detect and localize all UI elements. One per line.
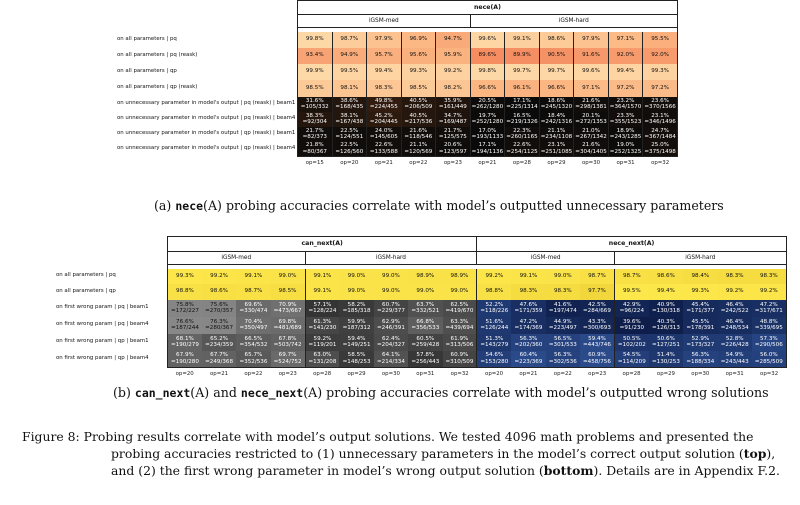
top-cell: 98.2%	[436, 80, 471, 97]
top-cell: 89.6%	[470, 48, 505, 64]
bottom-cell: 52.8% =226/428	[718, 334, 752, 351]
bottom-cell: 56.0% =285/509	[752, 351, 786, 368]
top-cell: 97.2%	[643, 80, 678, 97]
top-op-label: op=15	[305, 159, 324, 166]
bottom-cell: 68.1% =190/279	[168, 334, 202, 351]
top-cell: 38.3% =92/304	[298, 112, 333, 127]
nece-accuracy-table	[297, 0, 678, 169]
bottom-row-label: on all parameters | qp	[56, 287, 116, 294]
bottom-cell: 98.9%	[408, 269, 442, 284]
top-cell: 38.6% =168/435	[332, 97, 367, 112]
bottom-cell: 63.0% =131/208	[305, 351, 339, 368]
bottom-cell: 98.7%	[614, 269, 648, 284]
bottom-group-header: iGSM-med	[477, 252, 615, 265]
bottom-cell: 58.5% =148/253	[339, 351, 373, 368]
top-row-label: on unnecessary parameter in model's output | pq (reask) | beam4	[117, 115, 296, 121]
bottom-group-header: iGSM-med	[168, 252, 306, 265]
bottom-cell: 60.5% =259/428	[408, 334, 442, 351]
bottom-cell: 51.3% =143/279	[477, 334, 511, 351]
bottom-cell: 59.2% =119/201	[305, 334, 339, 351]
top-cell: 99.4%	[367, 64, 402, 80]
top-cell: 23.1% =346/1496	[644, 112, 676, 125]
bottom-cell: 99.0%	[374, 284, 408, 300]
top-cell: 95.7%	[367, 48, 402, 64]
bottom-op-label: op=31	[416, 370, 435, 377]
top-cell: 22.3% =260/1165	[506, 127, 538, 140]
top-cell: 99.6%	[470, 32, 505, 48]
top-group-header: iGSM-med	[298, 15, 471, 28]
top-cell: 22.6% =254/1125	[506, 142, 538, 155]
top-cell: 21.6% =118/546	[401, 127, 436, 142]
bottom-group-header: iGSM-hard	[614, 252, 786, 265]
bottom-cell: 76.3% =280/367	[202, 317, 236, 334]
top-op-label: op=30	[581, 159, 601, 166]
bottom-cell: 46.4% =242/522	[718, 300, 752, 317]
top-cell: 17.1% =194/1136	[471, 142, 504, 155]
figure-caption-bold-top: top	[743, 446, 767, 461]
bottom-cell: 40.3% =126/313	[649, 317, 683, 334]
bottom-cell: 51.6% =126/244	[477, 317, 511, 334]
top-cell: 38.1% =167/438	[332, 112, 367, 127]
bottom-cell: 47.2% =174/369	[511, 317, 545, 334]
caption-b-code1: can_next	[134, 386, 191, 400]
top-group-header: iGSM-hard	[470, 15, 677, 28]
bottom-cell: 75.8% =172/227	[168, 300, 202, 317]
top-row-label: on all parameters | pq	[117, 35, 177, 42]
nece-next-title: nece_next(A)	[477, 237, 786, 252]
top-cell: 99.8%	[470, 64, 505, 80]
bottom-op-label: op=22	[553, 370, 572, 377]
bottom-cell: 62.9% =246/391	[374, 317, 408, 334]
bottom-cell: 45.5% =178/391	[683, 317, 717, 334]
top-cell: 23.3% =355/1523	[609, 112, 642, 125]
bottom-row-label: on first wrong param | pq | beam4	[56, 321, 149, 327]
bottom-cell: 65.2% =234/359	[202, 334, 236, 351]
top-cell: 23.1% =251/1085	[540, 142, 573, 155]
caption-b-mid: (A) and	[190, 385, 241, 400]
caption-b-prefix: (b)	[113, 385, 135, 400]
bottom-cell: 63.7% =332/521	[408, 300, 442, 317]
top-op-label: op=23	[443, 159, 462, 166]
top-cell: 99.7%	[539, 64, 574, 80]
bottom-op-label: op=22	[244, 370, 263, 377]
bottom-cell: 67.9% =190/280	[168, 351, 202, 368]
bottom-cell: 69.6% =330/474	[236, 300, 270, 317]
next-accuracy-table	[167, 236, 787, 380]
bottom-cell: 44.9% =223/497	[546, 317, 580, 334]
top-cell: 22.5% =124/551	[332, 127, 367, 142]
top-cell: 17.1% =225/1314	[506, 97, 538, 110]
top-cell: 23.6% =370/1566	[644, 97, 676, 110]
bottom-cell: 98.7%	[236, 284, 270, 300]
top-cell: 95.9%	[436, 48, 471, 64]
top-cell: 98.1%	[332, 80, 367, 97]
bottom-cell: 46.4% =248/534	[718, 317, 752, 334]
bottom-cell: 54.9% =243/443	[718, 351, 752, 368]
bottom-cell: 98.3%	[546, 284, 580, 300]
bottom-cell: 99.3%	[683, 284, 717, 300]
bottom-cell: 57.3% =290/506	[752, 334, 786, 351]
bottom-cell: 48.8% =339/695	[752, 317, 786, 334]
bottom-cell: 47.6% =171/359	[511, 300, 545, 317]
top-cell: 21.7% =125/575	[436, 127, 471, 142]
bottom-cell: 52.2% =118/226	[477, 300, 511, 317]
top-cell: 97.9%	[574, 32, 609, 48]
bottom-cell: 98.5%	[271, 284, 305, 300]
bottom-op-label: op=29	[656, 370, 675, 377]
top-cell: 25.0% =375/1498	[644, 142, 676, 155]
top-cell: 99.8%	[298, 32, 333, 48]
bottom-cell: 99.0%	[339, 269, 373, 284]
caption-a-prefix: (a)	[154, 198, 176, 213]
top-cell: 16.5% =219/1326	[506, 112, 538, 125]
bottom-cell: 99.5%	[614, 284, 648, 300]
top-cell: 96.9%	[401, 32, 436, 48]
bottom-cell: 65.7% =352/536	[236, 351, 270, 368]
top-op-label: op=20	[340, 159, 359, 166]
bottom-cell: 61.9% =313/506	[443, 334, 477, 351]
top-cell: 99.6%	[574, 64, 609, 80]
bottom-cell: 98.8%	[477, 284, 511, 300]
bottom-cell: 56.5% =301/533	[546, 334, 580, 351]
top-cell: 19.7% =252/1280	[471, 112, 504, 125]
bottom-cell: 69.7% =524/752	[271, 351, 305, 368]
bottom-cell: 60.4% =223/369	[511, 351, 545, 368]
caption-b	[113, 385, 769, 400]
top-op-label: op=21	[478, 159, 497, 166]
top-row-label: on all parameters | qp	[117, 67, 177, 74]
bottom-cell: 99.2%	[718, 284, 752, 300]
figure-caption-line1: Figure 8: Probing results correlate with model’s output solutions. We tested 4096 math problems and presented the	[22, 429, 754, 444]
top-cell: 21.1% =234/1108	[540, 127, 573, 140]
top-cell: 92.0%	[643, 48, 678, 64]
top-cell: 23.2% =364/1570	[609, 97, 642, 110]
bottom-cell: 51.4% =130/253	[649, 351, 683, 368]
bottom-cell: 41.6% =197/474	[546, 300, 580, 317]
bottom-cell: 40.9% =130/318	[649, 300, 683, 317]
bottom-cell: 75.6% =270/357	[202, 300, 236, 317]
bottom-cell: 99.0%	[546, 269, 580, 284]
top-cell: 19.0% =252/1325	[609, 142, 642, 155]
top-cell: 18.9% =243/1285	[609, 127, 642, 140]
top-row-label: on all parameters | pq (reask)	[117, 51, 198, 58]
bottom-cell: 54.5% =114/209	[614, 351, 648, 368]
bottom-op-label: op=20	[175, 370, 194, 377]
bottom-op-label: op=28	[313, 370, 332, 377]
top-row-label: on unnecessary parameter in model's output | qp (reask) | beam1	[117, 130, 296, 136]
bottom-cell: 56.3% =202/360	[511, 334, 545, 351]
bottom-op-label: op=21	[519, 370, 538, 377]
bottom-cell: 64.1% =214/334	[374, 351, 408, 368]
top-cell: 99.3%	[401, 64, 436, 80]
top-row-label: on all parameters | qp (reask)	[117, 84, 198, 90]
top-cell: 21.8% =80/367	[298, 142, 333, 157]
bottom-cell: 59.4% =443/746	[580, 334, 614, 351]
top-op-label: op=32	[651, 159, 670, 166]
bottom-cell: 99.2%	[202, 269, 236, 284]
top-cell: 93.4%	[298, 48, 333, 64]
bottom-cell: 60.9% =310/509	[443, 351, 477, 368]
figure-caption	[22, 428, 780, 479]
top-cell: 24.7% =367/1484	[644, 127, 676, 140]
bottom-op-label: op=29	[347, 370, 366, 377]
top-cell: 90.5%	[539, 48, 574, 64]
bottom-row-label: on first wrong param | qp | beam4	[56, 355, 149, 361]
top-cell: 96.1%	[505, 80, 540, 97]
top-cell: 40.5% =217/536	[401, 112, 436, 127]
bottom-cell: 99.1%	[511, 269, 545, 284]
top-cell: 91.6%	[574, 48, 609, 64]
bottom-op-label: op=21	[210, 370, 229, 377]
top-cell: 45.2% =204/445	[367, 112, 402, 127]
top-cell: 21.6% =304/1405	[575, 142, 607, 155]
bottom-cell: 58.2% =185/318	[339, 300, 373, 317]
bottom-cell: 99.1%	[236, 269, 270, 284]
top-cell: 97.9%	[367, 32, 402, 48]
top-op-label: op=21	[374, 159, 393, 166]
figure-caption-bold-bottom: bottom	[543, 463, 594, 478]
bottom-cell: 63.3% =439/694	[443, 317, 477, 334]
top-cell: 99.5%	[332, 64, 367, 80]
top-cell: 95.6%	[401, 48, 436, 64]
top-row-label: on unnecessary parameter in model's output | pq (reask) | beam1	[117, 100, 296, 106]
bottom-cell: 70.9% =473/667	[271, 300, 305, 317]
top-cell: 18.6% =245/1320	[540, 97, 573, 110]
bottom-cell: 39.6% =91/230	[614, 317, 648, 334]
bottom-cell: 47.2% =317/671	[752, 300, 786, 317]
top-cell: 97.2%	[608, 80, 643, 97]
bottom-row-label: on first wrong param | qp | beam1	[56, 338, 149, 344]
bottom-cell: 98.3%	[511, 284, 545, 300]
bottom-cell: 59.9% =187/312	[339, 317, 373, 334]
top-cell: 99.7%	[505, 64, 540, 80]
top-cell: 98.5%	[298, 80, 333, 97]
top-op-label: op=22	[409, 159, 428, 166]
bottom-op-label: op=20	[485, 370, 504, 377]
bottom-cell: 76.6% =187/244	[168, 317, 202, 334]
caption-b-text: (A) probing accuracies correlate with model’s outputted wrong solutions	[303, 385, 769, 400]
bottom-cell: 66.5% =354/532	[236, 334, 270, 351]
top-cell: 22.5% =126/560	[332, 142, 367, 157]
figure-caption-line2	[22, 445, 780, 462]
bottom-cell: 56.3% =302/536	[546, 351, 580, 368]
bottom-cell: 99.1%	[305, 284, 339, 300]
bottom-cell: 99.0%	[339, 284, 373, 300]
top-op-label: op=31	[616, 159, 635, 166]
top-cell: 98.7%	[332, 32, 367, 48]
bottom-cell: 98.6%	[649, 269, 683, 284]
bottom-cell: 99.2%	[752, 284, 786, 300]
top-row-label: on unnecessary parameter in model's output | qp (reask) | beam4	[117, 145, 296, 151]
top-cell: 22.6% =133/588	[367, 142, 402, 157]
bottom-cell: 97.7%	[580, 284, 614, 300]
bottom-cell: 98.7%	[580, 269, 614, 284]
bottom-cell: 57.1% =128/224	[305, 300, 339, 317]
figure-caption-line2-post: ),	[766, 446, 776, 461]
top-cell: 96.6%	[539, 80, 574, 97]
bottom-op-label: op=23	[588, 370, 607, 377]
top-op-label: op=29	[547, 159, 566, 166]
bottom-cell: 54.6% =153/280	[477, 351, 511, 368]
bottom-cell: 99.3%	[168, 269, 202, 284]
bottom-cell: 52.9% =173/327	[683, 334, 717, 351]
top-cell: 49.8% =224/455	[367, 97, 402, 112]
bottom-row-label: on first wrong param | pq | beam1	[56, 304, 149, 310]
bottom-cell: 69.8% =481/689	[271, 317, 305, 334]
bottom-cell: 98.8%	[168, 284, 202, 300]
bottom-cell: 99.2%	[477, 269, 511, 284]
bottom-cell: 56.3% =188/334	[683, 351, 717, 368]
bottom-cell: 57.8% =256/443	[408, 351, 442, 368]
figure-caption-line3-post: ). Details are in Appendix F.2.	[593, 463, 780, 478]
caption-a	[154, 198, 724, 213]
top-cell: 98.5%	[401, 80, 436, 97]
caption-a-code: nece	[175, 199, 204, 213]
top-op-label: op=28	[512, 159, 531, 166]
bottom-cell: 60.7% =229/377	[374, 300, 408, 317]
bottom-op-label: op=32	[760, 370, 779, 377]
top-cell: 20.1% =272/1353	[575, 112, 607, 125]
bottom-op-label: op=23	[278, 370, 297, 377]
bottom-cell: 98.9%	[443, 269, 477, 284]
top-cell: 21.7% =82/373	[298, 127, 333, 142]
bottom-cell: 70.4% =350/497	[236, 317, 270, 334]
bottom-cell: 59.4% =149/251	[339, 334, 373, 351]
figure-caption-line3	[22, 462, 780, 479]
bottom-op-label: op=32	[450, 370, 469, 377]
bottom-cell: 99.0%	[443, 284, 477, 300]
top-cell: 17.0% =193/1133	[471, 127, 504, 140]
bottom-cell: 99.0%	[408, 284, 442, 300]
bottom-cell: 50.6% =127/251	[649, 334, 683, 351]
top-cell: 97.1%	[574, 80, 609, 97]
top-cell: 99.9%	[298, 64, 333, 80]
bottom-cell: 62.5% =419/670	[443, 300, 477, 317]
top-cell: 18.4% =242/1316	[540, 112, 573, 125]
caption-a-text: (A) probing accuracies correlate with model’s outputted unnecessary parameters	[203, 198, 724, 213]
bottom-cell: 62.4% =204/327	[374, 334, 408, 351]
bottom-cell: 98.3%	[718, 269, 752, 284]
bottom-cell: 43.3% =300/693	[580, 317, 614, 334]
top-cell: 20.5% =262/1280	[471, 97, 504, 110]
bottom-op-label: op=30	[381, 370, 400, 377]
top-cell: 35.9% =161/449	[436, 97, 471, 112]
top-cell: 96.6%	[470, 80, 505, 97]
bottom-cell: 42.9% =96/224	[614, 300, 648, 317]
top-cell: 40.5% =206/509	[401, 97, 436, 112]
top-cell: 89.9%	[505, 48, 540, 64]
bottom-cell: 98.4%	[683, 269, 717, 284]
top-cell: 34.7% =169/487	[436, 112, 471, 127]
bottom-cell: 66.8% =356/533	[408, 317, 442, 334]
top-cell: 92.0%	[608, 48, 643, 64]
bottom-cell: 60.9% =458/756	[580, 351, 614, 368]
top-cell: 98.3%	[367, 80, 402, 97]
bottom-cell: 45.4% =171/377	[683, 300, 717, 317]
top-cell: 94.9%	[332, 48, 367, 64]
top-cell: 99.2%	[436, 64, 471, 80]
bottom-cell: 99.4%	[649, 284, 683, 300]
bottom-cell: 42.5% =284/669	[580, 300, 614, 317]
top-cell: 99.3%	[643, 64, 678, 80]
bottom-cell: 50.5% =102/202	[614, 334, 648, 351]
top-cell: 21.0% =267/1342	[575, 127, 607, 140]
figure-caption-line2-pre: probing accuracies restricted to (1) unnecessary parameters in the model’s correct output solution (	[111, 446, 744, 461]
bottom-row-label: on all parameters | pq	[56, 272, 116, 278]
bottom-cell: 61.3% =141/230	[305, 317, 339, 334]
bottom-cell: 98.6%	[202, 284, 236, 300]
bottom-cell: 99.1%	[305, 269, 339, 284]
top-cell: 99.4%	[608, 64, 643, 80]
caption-b-code2: nece_next	[240, 386, 304, 400]
top-table-title: nece(A)	[298, 1, 678, 15]
top-cell: 98.6%	[539, 32, 574, 48]
bottom-group-header: iGSM-hard	[305, 252, 477, 265]
bottom-op-label: op=28	[622, 370, 641, 377]
bottom-cell: 99.0%	[374, 269, 408, 284]
top-cell: 20.6% =123/597	[436, 142, 471, 157]
bottom-cell: 98.3%	[752, 269, 786, 284]
top-cell: 31.6% =105/332	[298, 97, 333, 112]
top-cell: 94.7%	[436, 32, 471, 48]
top-cell: 95.5%	[643, 32, 678, 48]
top-cell: 21.1% =120/569	[401, 142, 436, 157]
top-cell: 21.6% =298/1381	[575, 97, 607, 110]
can-next-title: can_next(A)	[168, 237, 477, 252]
bottom-cell: 67.8% =503/742	[271, 334, 305, 351]
top-cell: 24.0% =145/605	[367, 127, 402, 142]
bottom-cell: 99.0%	[271, 269, 305, 284]
figure-caption-line3-pre: and (2) the first wrong parameter in model’s wrong output solution (	[111, 463, 544, 478]
top-cell: 97.1%	[608, 32, 643, 48]
bottom-op-label: op=31	[725, 370, 744, 377]
bottom-cell: 67.7% =249/368	[202, 351, 236, 368]
bottom-op-label: op=30	[691, 370, 710, 377]
top-cell: 99.1%	[505, 32, 540, 48]
